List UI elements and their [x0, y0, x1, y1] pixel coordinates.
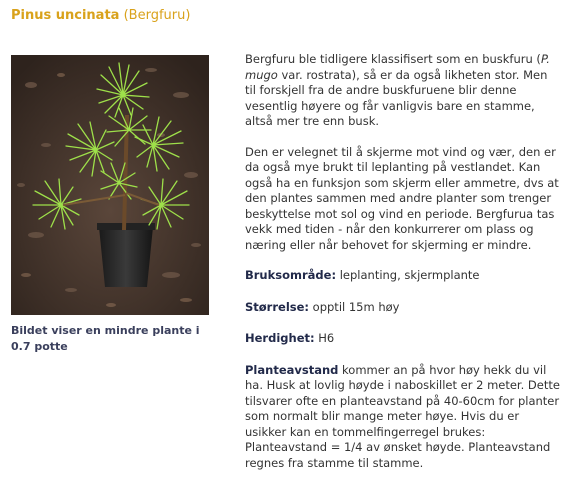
description-text: [245, 52, 560, 486]
size-label: Størrelse:: [245, 299, 310, 314]
size-value: opptil 15m høy: [309, 299, 400, 314]
common-name: (Bergfuru): [123, 8, 191, 23]
spacing-text: kommer an på hvor høy hekk du vil ha. Husk at lovlig høyde i naboskillet er 2 meter. Dette tilsvarer ofte en planteavstand på 40-60cm for planter som normalt blir mange meter høye. Hvis du er usikker kan en tommelfingerregel brukes: Planteavstand = 1/4 av ønsket høyde. Planteavstand regnes fra stamme til stamme.: [245, 362, 560, 470]
hardiness-attribute: [245, 331, 560, 347]
species-emphasis: P. mugo: [245, 52, 550, 82]
latin-name: Pinus uncinata: [11, 8, 120, 23]
page-title: [11, 8, 190, 24]
hardiness-value: H6: [314, 331, 335, 345]
size-attribute: [245, 300, 560, 316]
usage-attribute: [245, 268, 560, 284]
usage-value: leplanting, skjermplante: [336, 268, 480, 282]
spacing-label: Planteavstand: [245, 362, 339, 377]
spacing-paragraph: [245, 363, 560, 472]
hardiness-label: Herdighet:: [245, 331, 315, 345]
pine-seedling-photo: [11, 55, 209, 315]
usage-paragraph: Den er velegnet til å skjerme mot vind og vær, den er da også mye brukt til leplanting på vestlandet. Kan også ha en funksjon som skjerm eller ammetre, dvs at den plantes sammen med andre planter som trenger beskyttelse mot sol og vind en periode. Bergfurua tas vekk med tiden - når den konkurrerer om plass og næring eller når behovet for skjerming er mindre.: [245, 144, 559, 252]
usage-label: Bruksområde:: [245, 268, 337, 282]
image-caption: Bildet viser en mindre plante i 0.7 potte: [11, 324, 200, 353]
intro-paragraph: Bergfuru ble tidligere klassifisert som en buskfuru (P. mugo var. rostrata), så er da også likheten stor. Men til forskjell fra de andre buskfuruene blir denne vesentlig høyere og får vanligvis bare en stamme, altså mer tre enn busk.: [245, 52, 550, 128]
